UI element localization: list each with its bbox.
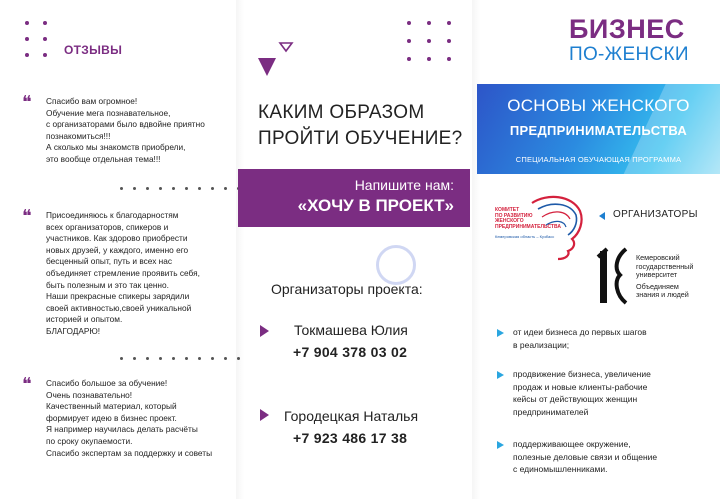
committee-region: Кемеровская область – Кузбасс: [495, 234, 555, 239]
how-to-enroll-heading: [258, 100, 468, 152]
column-divider: [236, 0, 244, 499]
column-divider: [472, 0, 480, 499]
review-text: Спасибо большое за обучение! Очень познавательно! Качественный материал, который формирует идею в бизнес проект. Я например научилась делать расчёты по сроку окупаемости. Спасибо экспертам за поддержку и советы: [46, 378, 213, 458]
review-text: Присоединяюсь к благодарностям всех организаторов, спикеров и участников. Как здорово приобрести новых друзей, у каждого, именно его бесценный опыт, путь и всех нас объединяет стремление проявить себя, быть полезным и это так ценно. Наши прекрасные спикеры зарядили своей активностью,своей уникальной историей и опытом. БЛАГОДАРЮ!: [46, 210, 200, 336]
committee-logo: [492, 193, 588, 263]
bullet-arrow-icon: [497, 441, 504, 449]
organizers-label: ОРГАНИЗАТОРЫ: [613, 209, 698, 220]
quote-icon: ❝: [22, 92, 32, 113]
banner-title-2: ПРЕДПРИНИМАТЕЛЬСТВА: [509, 123, 688, 138]
benefit-text: поддерживающее окружение, полезные деловые связи и общение с единомышленниками.: [513, 439, 658, 474]
organizers-arrow-icon: [599, 212, 605, 220]
cta-write-us: Напишите нам:: [354, 177, 454, 193]
contact-arrow-icon: [260, 409, 269, 421]
separator-dots: [120, 187, 240, 190]
dots-decoration-mid: [407, 21, 451, 61]
banner-title: ОСНОВЫ ЖЕНСКОГО: [507, 96, 690, 115]
university-slogan: Объединяем знания и людей: [636, 281, 689, 300]
brand-subtitle: ПО-ЖЕНСКИ: [569, 44, 689, 65]
review-item: [22, 206, 232, 338]
banner-caption: СПЕЦИАЛЬНАЯ ОБУЧАЮЩАЯ ПРОГРАММА: [515, 155, 682, 164]
university-info: [636, 254, 716, 300]
benefit-text: продвижение бизнеса, увеличение продаж и новые клиенты-рабочие кейсы от действующих женщин предпринимателей: [513, 369, 651, 417]
quote-icon: ❝: [22, 206, 32, 227]
review-item: [22, 374, 232, 459]
review-item: [22, 92, 232, 166]
benefit-item: [497, 368, 707, 418]
review-text: Спасибо вам огромное! Обучение мега познавательное, с организаторами было вдвойне приятно познакомиться!!! А сколько мы знакомств приобрели, это вообще отдельная тема!!!: [46, 96, 205, 164]
committee-name: КОМИТЕТ ПО РАЗВИТИЮ ЖЕНСКОГО ПРЕДПРИНИМАТЕЛЬСТВА: [495, 207, 561, 230]
program-banner: [477, 84, 720, 174]
project-organizers-title: Организаторы проекта:: [271, 281, 423, 297]
contact-name: Городецкая Наталья: [284, 408, 419, 424]
cta-box: [238, 169, 470, 227]
separator-dots: [120, 357, 240, 360]
bullet-arrow-icon: [497, 371, 504, 379]
benefit-text: от идеи бизнеса до первых шагов в реализации;: [513, 327, 647, 350]
contact-phone[interactable]: +7 923 486 17 38: [293, 430, 408, 446]
quote-icon: ❝: [22, 374, 32, 395]
contact-arrow-icon: [260, 325, 269, 337]
circle-decoration: [376, 245, 416, 285]
triangle-decoration-icon: [256, 40, 300, 80]
university-logo-icon: [596, 243, 634, 307]
heading-line-1: КАКИМ ОБРАЗОМ: [258, 102, 425, 123]
reviews-title: ОТЗЫВЫ: [64, 43, 123, 57]
university-name: Кемеровский государственный университет: [636, 253, 694, 280]
brand-title: БИЗНЕС: [569, 14, 685, 44]
dots-decoration-left: [25, 21, 47, 57]
benefit-item: [497, 326, 707, 351]
heading-line-2: ПРОЙТИ ОБУЧЕНИЕ?: [258, 128, 463, 149]
bullet-arrow-icon: [497, 329, 504, 337]
cta-phrase: «ХОЧУ В ПРОЕКТ»: [297, 196, 454, 215]
benefit-item: [497, 438, 707, 476]
contact-name: Токмашева Юлия: [294, 322, 408, 338]
contact-phone[interactable]: +7 904 378 03 02: [293, 344, 408, 360]
